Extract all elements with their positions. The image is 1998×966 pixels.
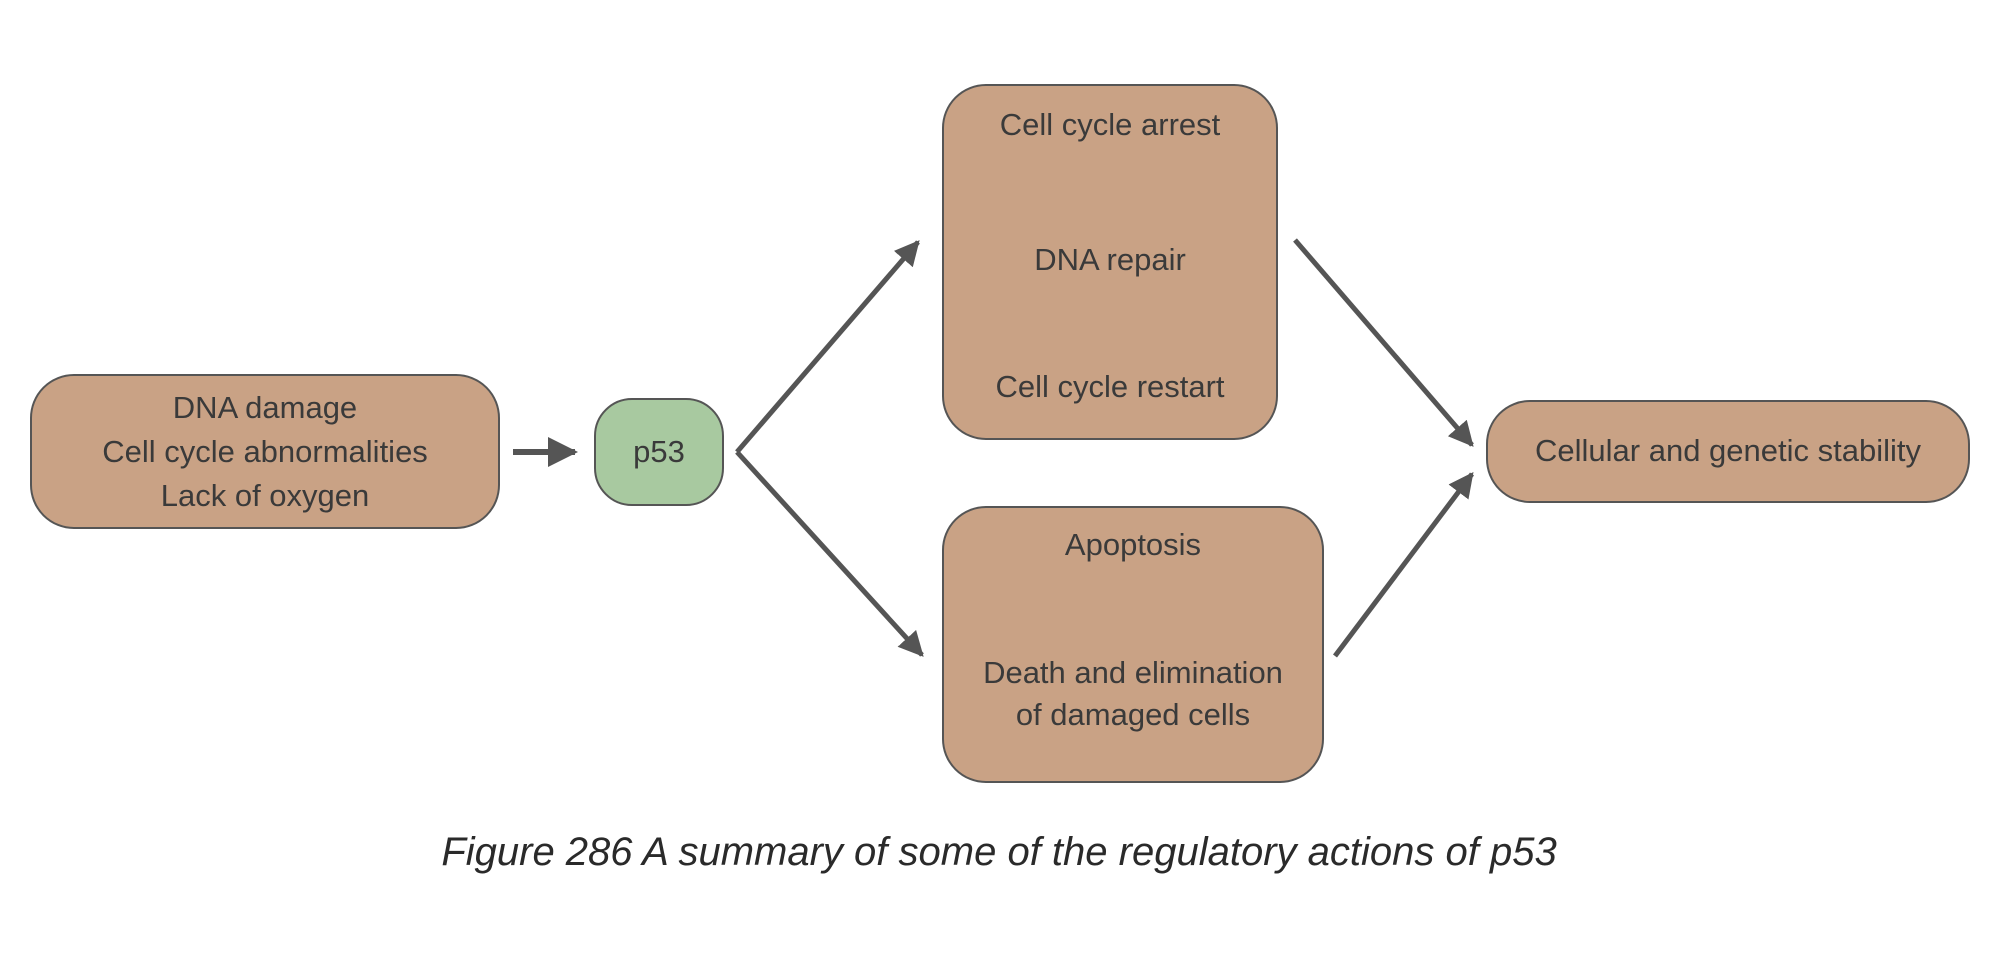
death-line-2: of damaged cells xyxy=(1015,697,1251,732)
inputs-line-oxygen: Lack of oxygen xyxy=(160,478,370,513)
p53-label: p53 xyxy=(633,434,685,469)
p53-box xyxy=(594,398,724,506)
repair-box xyxy=(942,84,1278,440)
repair-step-restart: Cell cycle restart xyxy=(995,369,1225,404)
arrow-p53-to-apoptosis xyxy=(737,452,922,655)
death-line-1: Death and elimination xyxy=(983,655,1283,690)
repair-step-arrest: Cell cycle arrest xyxy=(999,107,1221,142)
outcome-label: Cellular and genetic stability xyxy=(1535,433,1921,468)
inputs-line-cell-cycle: Cell cycle abnormalities xyxy=(102,434,428,469)
figure-caption: Figure 286 A summary of some of the regulatory actions of p53 xyxy=(441,830,1557,874)
inputs-box xyxy=(30,374,500,529)
apoptosis-label: Apoptosis xyxy=(1064,527,1202,562)
arrow-apoptosis-to-outcome xyxy=(1335,474,1472,656)
arrow-p53-to-repair xyxy=(737,242,918,452)
inputs-line-dna-damage: DNA damage xyxy=(172,390,358,425)
repair-step-dna-repair: DNA repair xyxy=(1034,242,1186,277)
apoptosis-box xyxy=(942,506,1324,783)
outcome-box xyxy=(1486,400,1970,503)
arrow-repair-to-outcome xyxy=(1295,240,1472,445)
